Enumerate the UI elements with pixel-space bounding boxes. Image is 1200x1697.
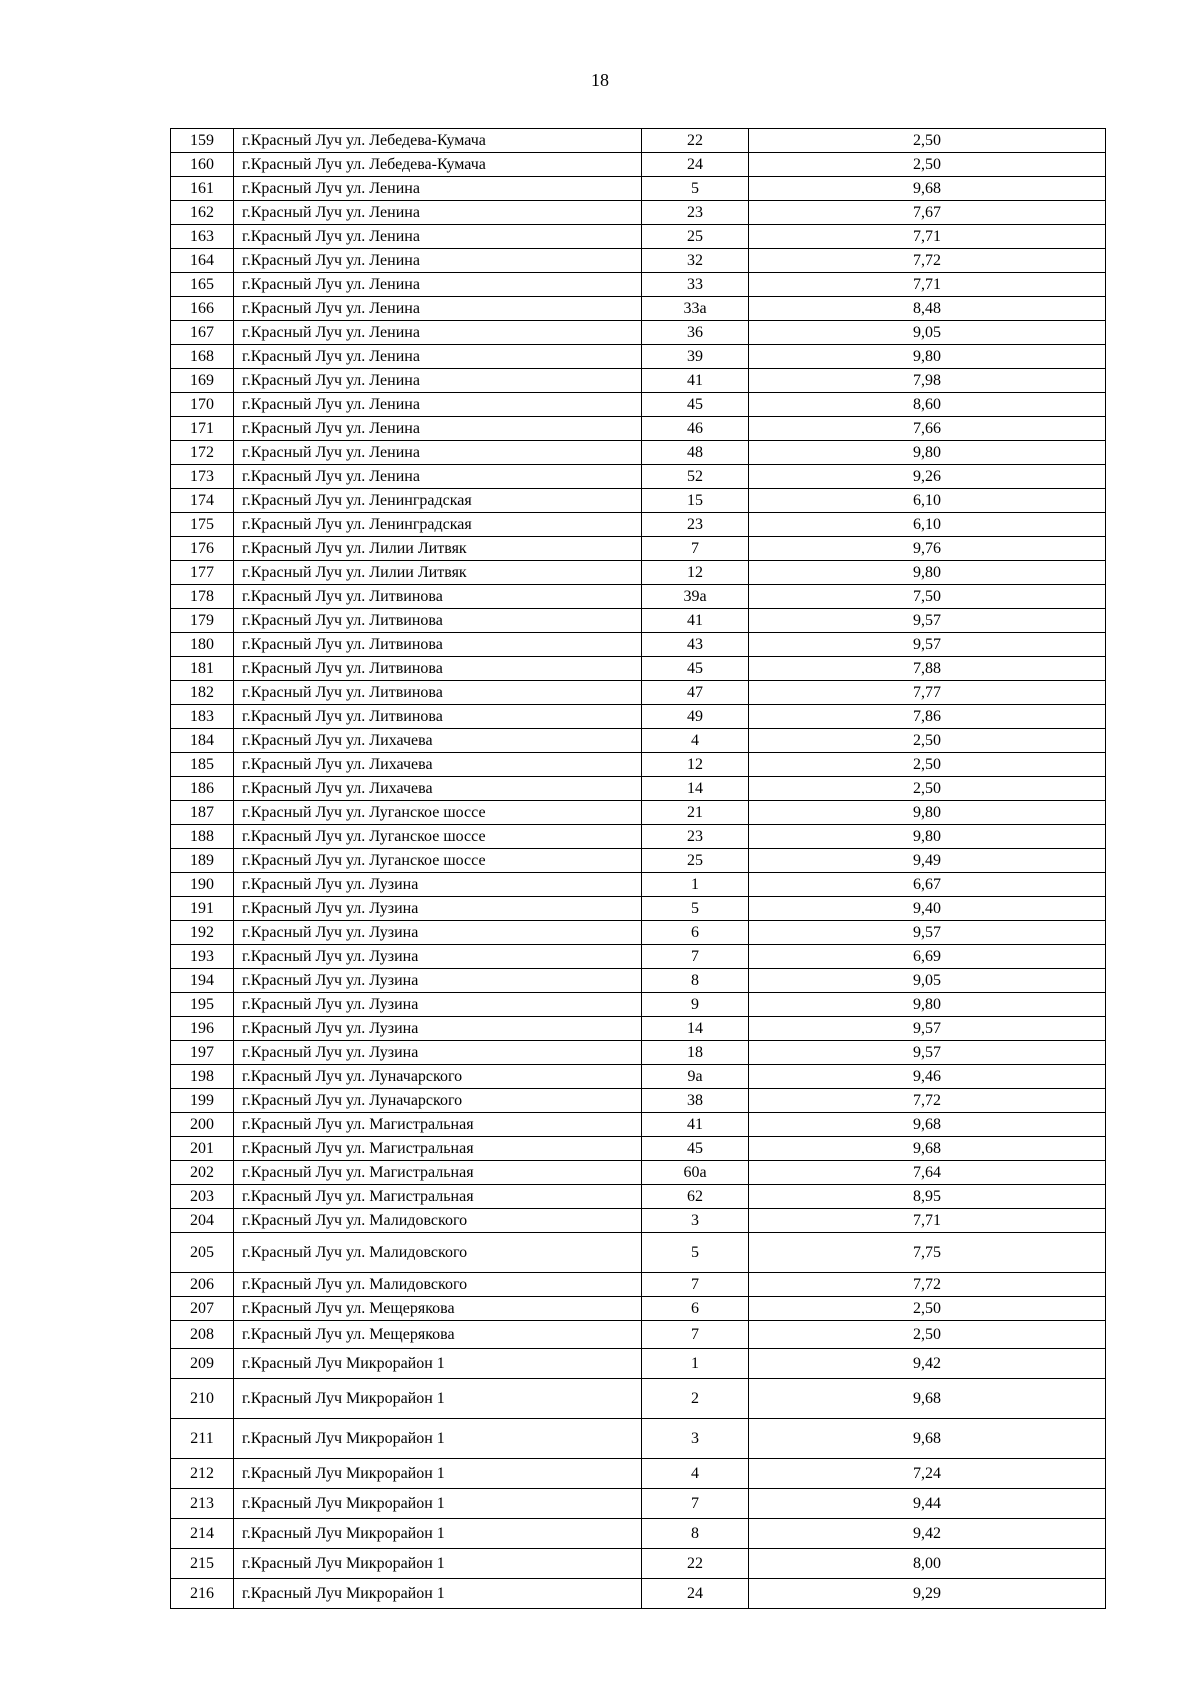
table-row: [171, 1519, 1106, 1549]
address-cell: г.Красный Луч ул. Лузина: [234, 969, 642, 993]
row-number-cell: 169: [171, 369, 234, 393]
house-number-cell: 41: [642, 1113, 749, 1137]
row-number-cell: 208: [171, 1321, 234, 1349]
value-cell: 2,50: [749, 777, 1106, 801]
house-number-cell: 45: [642, 657, 749, 681]
address-cell: г.Красный Луч ул. Лилии Литвяк: [234, 537, 642, 561]
row-number-cell: 214: [171, 1519, 234, 1549]
house-number-cell: 62: [642, 1185, 749, 1209]
house-number-cell: 14: [642, 1017, 749, 1041]
house-number-cell: 9а: [642, 1065, 749, 1089]
address-cell: г.Красный Луч ул. Ленина: [234, 249, 642, 273]
address-cell: г.Красный Луч ул. Лихачева: [234, 753, 642, 777]
row-number-cell: 212: [171, 1459, 234, 1489]
house-number-cell: 5: [642, 177, 749, 201]
address-cell: г.Красный Луч ул. Литвинова: [234, 609, 642, 633]
table-row: [171, 993, 1106, 1017]
row-number-cell: 190: [171, 873, 234, 897]
address-cell: г.Красный Луч Микрорайон 1: [234, 1519, 642, 1549]
row-number-cell: 189: [171, 849, 234, 873]
table-row: [171, 1579, 1106, 1609]
row-number-cell: 215: [171, 1549, 234, 1579]
table-row: [171, 537, 1106, 561]
value-cell: 7,71: [749, 273, 1106, 297]
table-row: [171, 1459, 1106, 1489]
house-number-cell: 6: [642, 921, 749, 945]
table-row: [171, 609, 1106, 633]
table-row: [171, 921, 1106, 945]
address-cell: г.Красный Луч ул. Ленина: [234, 441, 642, 465]
house-number-cell: 21: [642, 801, 749, 825]
address-cell: г.Красный Луч ул. Луганское шоссе: [234, 849, 642, 873]
table-row: [171, 825, 1106, 849]
table-row: [171, 1489, 1106, 1519]
value-cell: 9,68: [749, 1379, 1106, 1419]
table-row: [171, 1297, 1106, 1321]
value-cell: 9,80: [749, 993, 1106, 1017]
address-cell: г.Красный Луч Микрорайон 1: [234, 1349, 642, 1379]
table-row: [171, 561, 1106, 585]
value-cell: 7,88: [749, 657, 1106, 681]
house-number-cell: 7: [642, 537, 749, 561]
table-row: [171, 945, 1106, 969]
row-number-cell: 177: [171, 561, 234, 585]
address-cell: г.Красный Луч ул. Мещерякова: [234, 1321, 642, 1349]
value-cell: 9,68: [749, 177, 1106, 201]
value-cell: 2,50: [749, 753, 1106, 777]
address-cell: г.Красный Луч ул. Ленина: [234, 297, 642, 321]
table-row: [171, 969, 1106, 993]
house-number-cell: 7: [642, 945, 749, 969]
table-row: [171, 465, 1106, 489]
row-number-cell: 163: [171, 225, 234, 249]
table-row: [171, 1137, 1106, 1161]
house-number-cell: 15: [642, 489, 749, 513]
house-number-cell: 5: [642, 1233, 749, 1273]
value-cell: 9,57: [749, 921, 1106, 945]
value-cell: 9,80: [749, 801, 1106, 825]
row-number-cell: 192: [171, 921, 234, 945]
table-body: [171, 129, 1106, 1609]
house-number-cell: 23: [642, 825, 749, 849]
table-row: [171, 153, 1106, 177]
row-number-cell: 162: [171, 201, 234, 225]
address-cell: г.Красный Луч ул. Малидовского: [234, 1273, 642, 1297]
value-cell: 6,67: [749, 873, 1106, 897]
value-cell: 8,95: [749, 1185, 1106, 1209]
address-cell: г.Красный Луч Микрорайон 1: [234, 1459, 642, 1489]
value-cell: 9,57: [749, 609, 1106, 633]
house-number-cell: 45: [642, 1137, 749, 1161]
row-number-cell: 174: [171, 489, 234, 513]
address-cell: г.Красный Луч ул. Луганское шоссе: [234, 801, 642, 825]
address-cell: г.Красный Луч ул. Ленинградская: [234, 489, 642, 513]
table-row: [171, 729, 1106, 753]
row-number-cell: 171: [171, 417, 234, 441]
table-row: [171, 585, 1106, 609]
value-cell: 7,72: [749, 249, 1106, 273]
table-row: [171, 489, 1106, 513]
row-number-cell: 211: [171, 1419, 234, 1459]
row-number-cell: 184: [171, 729, 234, 753]
address-cell: г.Красный Луч ул. Луначарского: [234, 1089, 642, 1113]
row-number-cell: 168: [171, 345, 234, 369]
address-cell: г.Красный Луч ул. Ленина: [234, 393, 642, 417]
row-number-cell: 186: [171, 777, 234, 801]
table-row: [171, 753, 1106, 777]
value-cell: 6,10: [749, 513, 1106, 537]
value-cell: 9,46: [749, 1065, 1106, 1089]
address-cell: г.Красный Луч ул. Литвинова: [234, 681, 642, 705]
value-cell: 7,98: [749, 369, 1106, 393]
value-cell: 7,72: [749, 1089, 1106, 1113]
row-number-cell: 166: [171, 297, 234, 321]
table-row: [171, 705, 1106, 729]
row-number-cell: 160: [171, 153, 234, 177]
table-row: [171, 1017, 1106, 1041]
row-number-cell: 201: [171, 1137, 234, 1161]
address-table: [170, 128, 1106, 1609]
row-number-cell: 172: [171, 441, 234, 465]
address-cell: г.Красный Луч ул. Магистральная: [234, 1185, 642, 1209]
value-cell: 2,50: [749, 729, 1106, 753]
table-row: [171, 801, 1106, 825]
address-cell: г.Красный Луч ул. Малидовского: [234, 1233, 642, 1273]
address-cell: г.Красный Луч Микрорайон 1: [234, 1379, 642, 1419]
address-cell: г.Красный Луч ул. Ленина: [234, 369, 642, 393]
row-number-cell: 173: [171, 465, 234, 489]
address-cell: г.Красный Луч ул. Ленина: [234, 465, 642, 489]
value-cell: 7,64: [749, 1161, 1106, 1185]
row-number-cell: 176: [171, 537, 234, 561]
house-number-cell: 7: [642, 1321, 749, 1349]
row-number-cell: 191: [171, 897, 234, 921]
row-number-cell: 207: [171, 1297, 234, 1321]
address-cell: г.Красный Луч ул. Лузина: [234, 945, 642, 969]
house-number-cell: 6: [642, 1297, 749, 1321]
table-row: [171, 1041, 1106, 1065]
address-cell: г.Красный Луч ул. Лузина: [234, 1041, 642, 1065]
value-cell: 9,05: [749, 321, 1106, 345]
address-cell: г.Красный Луч ул. Луначарского: [234, 1065, 642, 1089]
house-number-cell: 41: [642, 609, 749, 633]
house-number-cell: 7: [642, 1489, 749, 1519]
row-number-cell: 179: [171, 609, 234, 633]
address-cell: г.Красный Луч ул. Лихачева: [234, 729, 642, 753]
address-cell: г.Красный Луч ул. Лебедева-Кумача: [234, 129, 642, 153]
value-cell: 8,48: [749, 297, 1106, 321]
table-row: [171, 177, 1106, 201]
row-number-cell: 164: [171, 249, 234, 273]
row-number-cell: 196: [171, 1017, 234, 1041]
row-number-cell: 159: [171, 129, 234, 153]
house-number-cell: 1: [642, 1349, 749, 1379]
house-number-cell: 22: [642, 1549, 749, 1579]
value-cell: 2,50: [749, 1321, 1106, 1349]
table-row: [171, 513, 1106, 537]
table-row: [171, 369, 1106, 393]
row-number-cell: 175: [171, 513, 234, 537]
house-number-cell: 8: [642, 1519, 749, 1549]
table-row: [171, 1161, 1106, 1185]
table-row: [171, 345, 1106, 369]
address-cell: г.Красный Луч ул. Лихачева: [234, 777, 642, 801]
row-number-cell: 165: [171, 273, 234, 297]
house-number-cell: 39: [642, 345, 749, 369]
house-number-cell: 24: [642, 153, 749, 177]
table-row: [171, 1273, 1106, 1297]
row-number-cell: 194: [171, 969, 234, 993]
house-number-cell: 33: [642, 273, 749, 297]
table-row: [171, 657, 1106, 681]
house-number-cell: 14: [642, 777, 749, 801]
address-cell: г.Красный Луч ул. Ленина: [234, 201, 642, 225]
row-number-cell: 195: [171, 993, 234, 1017]
table-row: [171, 1379, 1106, 1419]
row-number-cell: 180: [171, 633, 234, 657]
row-number-cell: 188: [171, 825, 234, 849]
address-cell: г.Красный Луч ул. Лузина: [234, 1017, 642, 1041]
table-row: [171, 1419, 1106, 1459]
value-cell: 7,86: [749, 705, 1106, 729]
house-number-cell: 3: [642, 1209, 749, 1233]
house-number-cell: 9: [642, 993, 749, 1017]
house-number-cell: 39а: [642, 585, 749, 609]
address-cell: г.Красный Луч ул. Литвинова: [234, 585, 642, 609]
house-number-cell: 2: [642, 1379, 749, 1419]
table-row: [171, 249, 1106, 273]
value-cell: 9,26: [749, 465, 1106, 489]
row-number-cell: 193: [171, 945, 234, 969]
row-number-cell: 199: [171, 1089, 234, 1113]
row-number-cell: 209: [171, 1349, 234, 1379]
value-cell: 9,49: [749, 849, 1106, 873]
value-cell: 7,72: [749, 1273, 1106, 1297]
row-number-cell: 183: [171, 705, 234, 729]
address-cell: г.Красный Луч ул. Ленина: [234, 177, 642, 201]
value-cell: 7,66: [749, 417, 1106, 441]
value-cell: 9,44: [749, 1489, 1106, 1519]
row-number-cell: 205: [171, 1233, 234, 1273]
house-number-cell: 18: [642, 1041, 749, 1065]
row-number-cell: 210: [171, 1379, 234, 1419]
row-number-cell: 181: [171, 657, 234, 681]
value-cell: 9,05: [749, 969, 1106, 993]
house-number-cell: 22: [642, 129, 749, 153]
address-cell: г.Красный Луч ул. Литвинова: [234, 657, 642, 681]
table-row: [171, 1209, 1106, 1233]
row-number-cell: 197: [171, 1041, 234, 1065]
house-number-cell: 60а: [642, 1161, 749, 1185]
house-number-cell: 38: [642, 1089, 749, 1113]
house-number-cell: 32: [642, 249, 749, 273]
value-cell: 6,10: [749, 489, 1106, 513]
table-row: [171, 225, 1106, 249]
house-number-cell: 52: [642, 465, 749, 489]
table-row: [171, 681, 1106, 705]
row-number-cell: 202: [171, 1161, 234, 1185]
table-row: [171, 897, 1106, 921]
house-number-cell: 48: [642, 441, 749, 465]
table-row: [171, 441, 1106, 465]
table-row: [171, 1113, 1106, 1137]
address-cell: г.Красный Луч ул. Луганское шоссе: [234, 825, 642, 849]
table-row: [171, 1065, 1106, 1089]
house-number-cell: 12: [642, 561, 749, 585]
house-number-cell: 12: [642, 753, 749, 777]
value-cell: 7,71: [749, 1209, 1106, 1233]
address-cell: г.Красный Луч ул. Ленинградская: [234, 513, 642, 537]
house-number-cell: 49: [642, 705, 749, 729]
table-row: [171, 1185, 1106, 1209]
house-number-cell: 33а: [642, 297, 749, 321]
address-cell: г.Красный Луч ул. Литвинова: [234, 633, 642, 657]
row-number-cell: 178: [171, 585, 234, 609]
value-cell: 9,42: [749, 1349, 1106, 1379]
address-cell: г.Красный Луч ул. Ленина: [234, 225, 642, 249]
table-row: [171, 417, 1106, 441]
house-number-cell: 41: [642, 369, 749, 393]
address-cell: г.Красный Луч ул. Магистральная: [234, 1137, 642, 1161]
address-cell: г.Красный Луч ул. Ленина: [234, 417, 642, 441]
house-number-cell: 46: [642, 417, 749, 441]
table-row: [171, 393, 1106, 417]
table-row: [171, 1233, 1106, 1273]
house-number-cell: 23: [642, 513, 749, 537]
house-number-cell: 4: [642, 1459, 749, 1489]
table-row: [171, 873, 1106, 897]
value-cell: 2,50: [749, 153, 1106, 177]
value-cell: 9,68: [749, 1137, 1106, 1161]
address-cell: г.Красный Луч ул. Ленина: [234, 321, 642, 345]
address-cell: г.Красный Луч ул. Лилии Литвяк: [234, 561, 642, 585]
table-row: [171, 129, 1106, 153]
value-cell: 8,60: [749, 393, 1106, 417]
house-number-cell: 36: [642, 321, 749, 345]
value-cell: 9,42: [749, 1519, 1106, 1549]
house-number-cell: 8: [642, 969, 749, 993]
table-row: [171, 201, 1106, 225]
table-row: [171, 1549, 1106, 1579]
table-row: [171, 633, 1106, 657]
row-number-cell: 213: [171, 1489, 234, 1519]
table-row: [171, 849, 1106, 873]
row-number-cell: 198: [171, 1065, 234, 1089]
house-number-cell: 25: [642, 849, 749, 873]
address-cell: г.Красный Луч ул. Лузина: [234, 993, 642, 1017]
house-number-cell: 3: [642, 1419, 749, 1459]
table-row: [171, 1349, 1106, 1379]
value-cell: 9,68: [749, 1113, 1106, 1137]
row-number-cell: 200: [171, 1113, 234, 1137]
row-number-cell: 170: [171, 393, 234, 417]
table-row: [171, 321, 1106, 345]
row-number-cell: 203: [171, 1185, 234, 1209]
table-row: [171, 273, 1106, 297]
value-cell: 6,69: [749, 945, 1106, 969]
value-cell: 9,57: [749, 1017, 1106, 1041]
address-cell: г.Красный Луч Микрорайон 1: [234, 1549, 642, 1579]
table-row: [171, 1321, 1106, 1349]
address-cell: г.Красный Луч ул. Лузина: [234, 873, 642, 897]
address-cell: г.Красный Луч ул. Магистральная: [234, 1113, 642, 1137]
address-cell: г.Красный Луч ул. Мещерякова: [234, 1297, 642, 1321]
address-cell: г.Красный Луч ул. Малидовского: [234, 1209, 642, 1233]
row-number-cell: 187: [171, 801, 234, 825]
value-cell: 8,00: [749, 1549, 1106, 1579]
table-row: [171, 777, 1106, 801]
row-number-cell: 204: [171, 1209, 234, 1233]
house-number-cell: 24: [642, 1579, 749, 1609]
value-cell: 7,71: [749, 225, 1106, 249]
address-cell: г.Красный Луч ул. Ленина: [234, 273, 642, 297]
address-cell: г.Красный Луч ул. Магистральная: [234, 1161, 642, 1185]
address-cell: г.Красный Луч ул. Лебедева-Кумача: [234, 153, 642, 177]
value-cell: 7,50: [749, 585, 1106, 609]
value-cell: 7,24: [749, 1459, 1106, 1489]
house-number-cell: 4: [642, 729, 749, 753]
value-cell: 9,80: [749, 345, 1106, 369]
address-cell: г.Красный Луч ул. Литвинова: [234, 705, 642, 729]
table-row: [171, 1089, 1106, 1113]
house-number-cell: 5: [642, 897, 749, 921]
value-cell: 9,57: [749, 633, 1106, 657]
row-number-cell: 206: [171, 1273, 234, 1297]
house-number-cell: 25: [642, 225, 749, 249]
house-number-cell: 47: [642, 681, 749, 705]
value-cell: 7,77: [749, 681, 1106, 705]
address-cell: г.Красный Луч Микрорайон 1: [234, 1579, 642, 1609]
value-cell: 7,67: [749, 201, 1106, 225]
value-cell: 9,80: [749, 441, 1106, 465]
row-number-cell: 185: [171, 753, 234, 777]
table-row: [171, 297, 1106, 321]
address-cell: г.Красный Луч ул. Лузина: [234, 921, 642, 945]
value-cell: 9,40: [749, 897, 1106, 921]
value-cell: 2,50: [749, 1297, 1106, 1321]
value-cell: 9,29: [749, 1579, 1106, 1609]
address-cell: г.Красный Луч Микрорайон 1: [234, 1489, 642, 1519]
value-cell: 2,50: [749, 129, 1106, 153]
row-number-cell: 167: [171, 321, 234, 345]
house-number-cell: 43: [642, 633, 749, 657]
row-number-cell: 216: [171, 1579, 234, 1609]
house-number-cell: 45: [642, 393, 749, 417]
value-cell: 7,75: [749, 1233, 1106, 1273]
house-number-cell: 23: [642, 201, 749, 225]
house-number-cell: 1: [642, 873, 749, 897]
value-cell: 9,80: [749, 825, 1106, 849]
value-cell: 9,76: [749, 537, 1106, 561]
row-number-cell: 182: [171, 681, 234, 705]
value-cell: 9,80: [749, 561, 1106, 585]
house-number-cell: 7: [642, 1273, 749, 1297]
address-cell: г.Красный Луч ул. Лузина: [234, 897, 642, 921]
address-cell: г.Красный Луч Микрорайон 1: [234, 1419, 642, 1459]
value-cell: 9,68: [749, 1419, 1106, 1459]
address-cell: г.Красный Луч ул. Ленина: [234, 345, 642, 369]
value-cell: 9,57: [749, 1041, 1106, 1065]
row-number-cell: 161: [171, 177, 234, 201]
page-number: 18: [591, 70, 609, 90]
